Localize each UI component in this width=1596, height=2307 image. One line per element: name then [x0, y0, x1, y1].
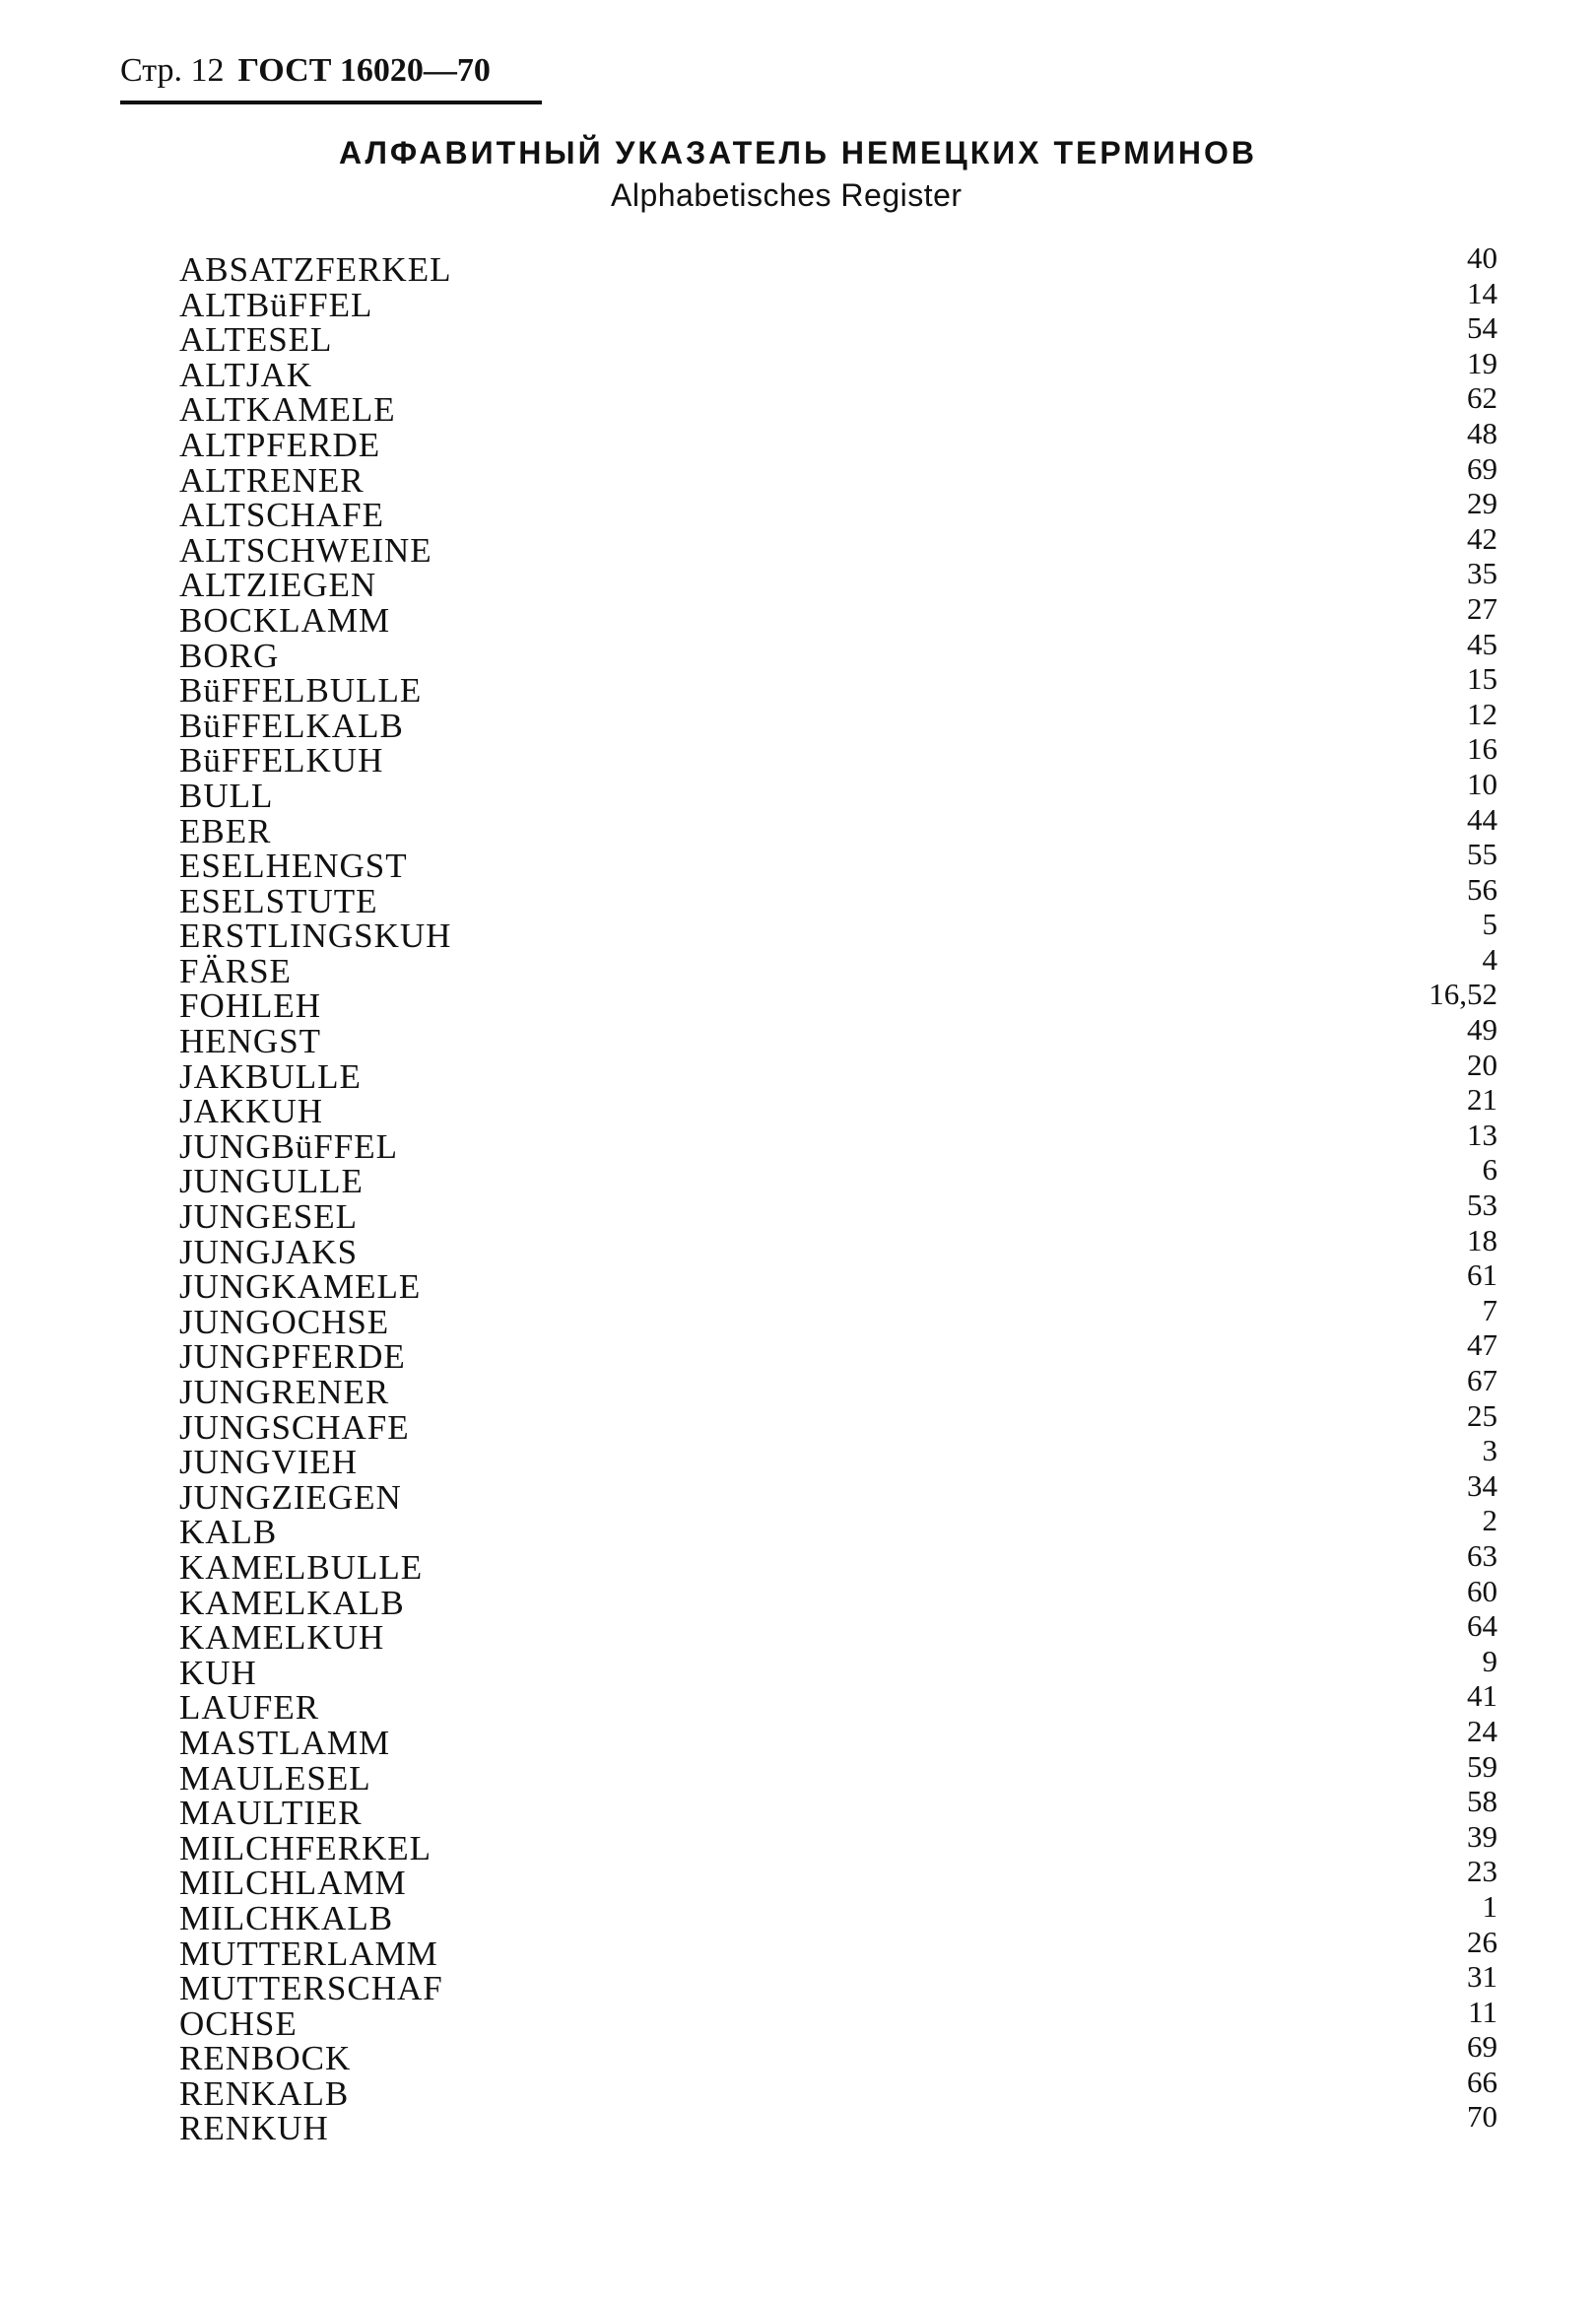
entry-term: MAULESEL — [179, 1758, 371, 1798]
entry-term: RENKUH — [179, 2109, 329, 2148]
entry-term: JAKBULLE — [179, 1056, 362, 1096]
index-entry — [167, 1924, 1497, 1973]
entry-term: ALTRENER — [179, 460, 365, 500]
entry-reference-number: 4 — [1482, 941, 1497, 977]
entry-term: ESELSTUTE — [179, 881, 378, 920]
page-title: АЛФАВИТНЫЙ УКАЗАТЕЛЬ НЕМЕЦКИХ ТЕРМИНОВ — [338, 135, 1258, 170]
index-entry — [167, 345, 1497, 394]
entry-reference-number: 26 — [1467, 1924, 1497, 1959]
entry-term: EBER — [179, 811, 272, 850]
entry-term: JUNGVIEH — [179, 1443, 359, 1482]
entry-term: BORG — [179, 636, 280, 675]
entry-reference-number: 23 — [1467, 1854, 1497, 1889]
entry-reference-number: 59 — [1467, 1748, 1497, 1784]
entry-reference-number: 39 — [1467, 1818, 1497, 1854]
entry-term: ERSTLINGSKUH — [179, 916, 452, 956]
index-entry — [167, 310, 1497, 360]
entry-reference-number: 20 — [1467, 1047, 1497, 1082]
entry-reference-number: 62 — [1467, 380, 1497, 416]
entry-term: ALTKAMELE — [179, 390, 396, 430]
index-entry — [167, 1678, 1497, 1728]
entry-term: OCHSE — [179, 2003, 298, 2043]
entry-term: JUNGOCHSE — [179, 1302, 390, 1341]
entry-term: JUNGESEL — [179, 1197, 359, 1237]
entry-term: JUNGJAKS — [179, 1232, 359, 1271]
entry-reference-number: 45 — [1467, 626, 1497, 661]
entry-term: JUNGULLE — [179, 1162, 364, 1201]
entry-term: BüFFELKALB — [179, 706, 404, 745]
index-entry — [167, 1012, 1497, 1061]
entry-term: MILCHKALB — [179, 1898, 394, 1937]
entry-reference-number: 31 — [1467, 1959, 1497, 1995]
entry-reference-number: 14 — [1467, 275, 1497, 310]
entry-reference-number: 58 — [1467, 1784, 1497, 1819]
entry-reference-number: 29 — [1467, 486, 1497, 521]
index-entry — [167, 1713, 1497, 1762]
page-header — [120, 49, 542, 104]
entry-reference-number: 60 — [1467, 1573, 1497, 1608]
entry-term: ALTSCHAFE — [179, 496, 385, 535]
entry-reference-number: 47 — [1467, 1327, 1497, 1363]
entry-reference-number: 66 — [1467, 2064, 1497, 2099]
entry-reference-number: 55 — [1467, 837, 1497, 872]
entry-reference-number: 16,52 — [1429, 977, 1497, 1012]
entry-term: ALTPFERDE — [179, 425, 381, 464]
term-index-list — [167, 240, 1497, 2148]
entry-reference-number: 56 — [1467, 871, 1497, 907]
index-entry — [167, 1784, 1497, 1833]
index-entry — [167, 1257, 1497, 1307]
entry-reference-number: 16 — [1467, 731, 1497, 767]
entry-term: RENBOCK — [179, 2039, 352, 2078]
entry-reference-number: 15 — [1467, 661, 1497, 697]
index-entry — [167, 1117, 1497, 1166]
index-entry — [167, 1748, 1497, 1798]
entry-reference-number: 21 — [1467, 1082, 1497, 1118]
index-entry — [167, 380, 1497, 430]
index-entry — [167, 1888, 1497, 1937]
standard-number: ГОСТ 16020—70 — [237, 52, 491, 89]
index-entry — [167, 837, 1497, 886]
entry-reference-number: 35 — [1467, 556, 1497, 591]
entry-term: BüFFELBULLE — [179, 671, 423, 711]
index-entry — [167, 275, 1497, 324]
index-entry — [167, 731, 1497, 780]
index-entry — [167, 240, 1497, 289]
entry-reference-number: 9 — [1482, 1643, 1497, 1678]
entry-reference-number: 27 — [1467, 590, 1497, 626]
entry-term: KAMELKALB — [179, 1583, 405, 1622]
entry-reference-number: 7 — [1482, 1292, 1497, 1327]
entry-reference-number: 2 — [1482, 1503, 1497, 1538]
entry-reference-number: 63 — [1467, 1537, 1497, 1573]
entry-term: ABSATZFERKEL — [179, 250, 452, 289]
index-entry — [167, 590, 1497, 640]
entry-term: BOCKLAMM — [179, 600, 391, 640]
entry-term: ALTBüFFEL — [179, 285, 373, 324]
entry-reference-number: 49 — [1467, 1012, 1497, 1048]
entry-term: JUNGKAMELE — [179, 1267, 422, 1307]
entry-term: MILCHFERKEL — [179, 1828, 432, 1867]
entry-term: MILCHLAMM — [179, 1864, 407, 1903]
index-entry — [167, 977, 1497, 1026]
index-entry — [167, 1397, 1497, 1447]
index-entry — [167, 1327, 1497, 1377]
index-entry — [167, 1537, 1497, 1587]
index-entry — [167, 626, 1497, 675]
entry-term: KALB — [179, 1513, 278, 1552]
index-entry — [167, 1292, 1497, 1341]
page-number: Стр. 12 — [120, 52, 225, 89]
index-entry — [167, 2099, 1497, 2148]
entry-term: BüFFELKUH — [179, 741, 384, 780]
entry-reference-number: 61 — [1467, 1257, 1497, 1293]
index-entry — [167, 2029, 1497, 2078]
index-entry — [167, 1467, 1497, 1517]
entry-term: KAMELKUH — [179, 1618, 385, 1658]
index-entry — [167, 486, 1497, 535]
entry-reference-number: 6 — [1482, 1152, 1497, 1187]
entry-term: ALTSCHWEINE — [179, 530, 432, 570]
entry-term: JUNGZIEGEN — [179, 1477, 402, 1517]
entry-reference-number: 40 — [1467, 240, 1497, 275]
index-entry — [167, 1503, 1497, 1552]
entry-reference-number: 64 — [1467, 1608, 1497, 1644]
entry-reference-number: 69 — [1467, 450, 1497, 486]
index-entry — [167, 1433, 1497, 1482]
entry-reference-number: 24 — [1467, 1713, 1497, 1748]
entry-reference-number: 11 — [1468, 1994, 1497, 2029]
entry-term: JUNGPFERDE — [179, 1337, 406, 1377]
index-entry — [167, 556, 1497, 605]
index-entry — [167, 1854, 1497, 1903]
index-entry — [167, 1222, 1497, 1271]
entry-term: RENKALB — [179, 2073, 350, 2113]
index-entry — [167, 941, 1497, 990]
index-entry — [167, 661, 1497, 711]
index-entry — [167, 520, 1497, 570]
entry-term: LAUFER — [179, 1688, 320, 1728]
index-entry — [167, 801, 1497, 850]
entry-reference-number: 1 — [1482, 1888, 1497, 1924]
entry-term: JUNGRENER — [179, 1373, 390, 1411]
index-entry — [167, 1082, 1497, 1131]
index-entry — [167, 871, 1497, 920]
index-entry — [167, 1818, 1497, 1867]
entry-term: ESELHENGST — [179, 847, 408, 886]
entry-reference-number: 34 — [1467, 1467, 1497, 1503]
index-entry — [167, 907, 1497, 956]
index-entry — [167, 450, 1497, 500]
index-entry — [167, 1187, 1497, 1237]
index-entry — [167, 1608, 1497, 1658]
index-entry — [167, 1152, 1497, 1201]
index-entry — [167, 415, 1497, 464]
entry-term: BULL — [179, 776, 274, 815]
entry-reference-number: 54 — [1467, 310, 1497, 346]
entry-term: KAMELBULLE — [179, 1547, 424, 1587]
entry-term: ALTESEL — [179, 320, 333, 360]
index-entry — [167, 766, 1497, 815]
entry-reference-number: 3 — [1482, 1433, 1497, 1468]
entry-reference-number: 10 — [1467, 766, 1497, 801]
entry-term: HENGST — [179, 1022, 322, 1061]
entry-term: JAKKUH — [179, 1092, 323, 1131]
entry-reference-number: 25 — [1467, 1397, 1497, 1433]
entry-reference-number: 12 — [1467, 696, 1497, 731]
entry-term: MASTLAMM — [179, 1723, 391, 1762]
entry-term: JUNGBüFFEL — [179, 1126, 398, 1166]
index-entry — [167, 696, 1497, 745]
entry-term: MUTTERLAMM — [179, 1934, 438, 1973]
entry-reference-number: 41 — [1467, 1678, 1497, 1714]
entry-term: MAULTIER — [179, 1794, 363, 1833]
entry-term: ALTZIEGEN — [179, 566, 377, 605]
entry-term: JUNGSCHAFE — [179, 1407, 410, 1447]
entry-reference-number: 48 — [1467, 415, 1497, 450]
entry-term: FÄRSE — [179, 951, 292, 990]
page-subtitle: Alphabetisches Register — [611, 177, 963, 213]
entry-reference-number: 67 — [1467, 1363, 1497, 1397]
entry-reference-number: 69 — [1467, 2029, 1497, 2065]
index-entry — [167, 1363, 1497, 1411]
entry-reference-number: 42 — [1467, 520, 1497, 556]
index-entry — [167, 1959, 1497, 2008]
entry-reference-number: 5 — [1482, 907, 1497, 942]
entry-reference-number: 19 — [1467, 345, 1497, 380]
entry-term: ALTJAK — [179, 355, 312, 394]
entry-reference-number: 53 — [1467, 1187, 1497, 1223]
index-entry — [167, 1573, 1497, 1622]
entry-reference-number: 13 — [1467, 1117, 1497, 1152]
entry-term: KUH — [179, 1653, 257, 1692]
entry-reference-number: 70 — [1467, 2099, 1497, 2135]
index-entry — [167, 1047, 1497, 1096]
index-entry — [167, 2064, 1497, 2113]
entry-reference-number: 44 — [1467, 801, 1497, 837]
entry-term: FOHLEH — [179, 986, 322, 1026]
entry-reference-number: 18 — [1467, 1222, 1497, 1257]
index-entry — [167, 1643, 1497, 1692]
index-entry — [167, 1994, 1497, 2043]
entry-term: MUTTERSCHAF — [179, 1969, 443, 2008]
